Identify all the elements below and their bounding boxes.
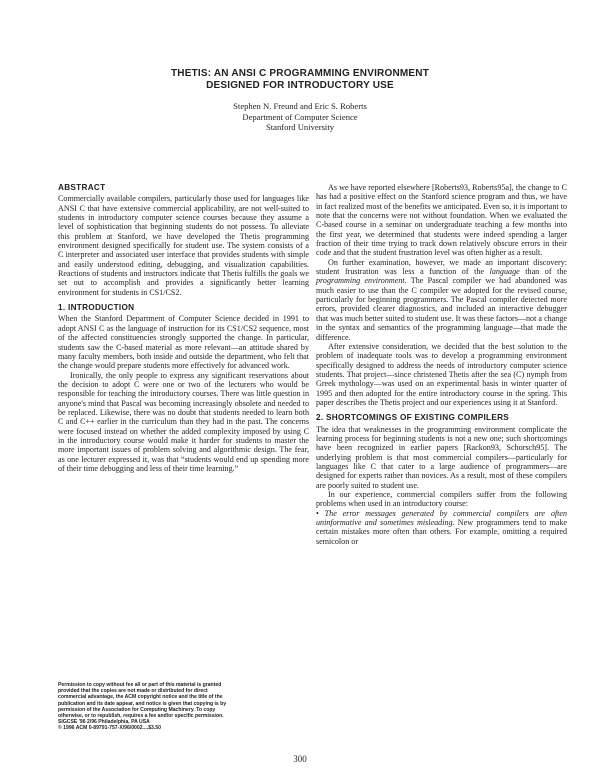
right-column (316, 183, 567, 546)
permission-line-5: permission of the Association for Computing Machinery. To copy (58, 706, 216, 713)
title-line-1: THETIS: AN ANSI C PROGRAMMING ENVIRONMENT (170, 68, 429, 79)
permission-line-6: otherwise, or to republish, requires a fee and/or specific permission. (58, 713, 224, 720)
right-paragraph-2 (316, 258, 567, 342)
permission-line-2: provided that the copies are not made or distributed for direct (58, 688, 208, 695)
abstract-heading: ABSTRACT (58, 183, 106, 192)
abstract-body: Commercially available compilers, particularly those used for languages like ANSI C that have extensive commercial applicability, are not well-suited to students in introductory computer science courses because they assume a level of sophistication that beginning students do not possess. To alleviate this problem at Stanford, we have developed the Thetis programming environment designed specifically for student use. The system consists of a C interpreter and associated user interface that provides students with simple and easily understood editing, debugging, and visualization capabilities. Reactions of students and instructors indicate that Thetis fulfills the goals we set out to accomplish and provides a significantly better learning environment for students in CS1/CS2. (58, 194, 309, 297)
intro-paragraph-1: When the Stanford Department of Computer Science decided in 1991 to adopt ANSI C as the language of instruction for its CS1/CS2 sequence, most of the affected constituencies strongly supported the change. In particular, students saw the C-based material as more relevant—an attitude shared by many faculty members, both inside and outside the department, who felt that the change would prepare students more effectively for advanced work. (58, 314, 309, 371)
section-2-paragraph-1: The idea that weaknesses in the programming environment complicate the learning process for beginning students is not a new one; such shortcomings have been recognized in earlier papers [Rackon93, Schorsch95]. The underlying problem is that most commercial compilers—particularly for languages like C that cater to a large audience of programmers—are designed for experts rather than novices. As a result, most of these compilers are poorly suited to student use. (316, 424, 567, 490)
section-2-heading: 2. SHORTCOMINGS OF EXISTING COMPILERS (316, 413, 510, 423)
permission-line-4: publication and its date appear, and notice is given that copying is by (58, 700, 227, 707)
right-paragraph-1: As we have reported elsewhere [Roberts93, Roberts95a], the change to C has had a positive effect on the Stanford science program and thus, we have in fact realized most of the benefits we anticipated. Even so, it is important to note that the concerns were not without foundation. When we evaluated the C-based course in a seminar on undergraduate teaching a few months into the first year, we determined that students were indeed spending a larger fraction of their time trying to track down relatively obscure errors in their code and that the student frustration level was often higher as a result. (316, 183, 567, 258)
permission-line-7: SIGCSE '96 2/96 Philadelphia, PA USA (58, 719, 150, 726)
author-department: Department of Computer Science (242, 111, 358, 122)
bullet-marker: • (316, 508, 325, 518)
right-paragraph-3: After extensive consideration, we decided that the best solution to the problem of inadequate tools was to develop a programming environment specifically designed to address the needs of introductory computer science students. That project—since christened Thetis after the sea (C) nymph from Greek mythology—was used on an experimental basis in winter quarter of 1995 and then adopted for the entire introductory course in the spring. This paper describes the Thetis project and our experiences using it at Stanford. (316, 341, 567, 407)
paper-title (0, 68, 600, 92)
bullet-emphasis: The error messages generated by commercial compilers are often uninformative and sometimes misleading. (316, 508, 567, 528)
left-column (58, 183, 309, 473)
p2-text-b: than of the (519, 267, 567, 277)
bullet-item (316, 509, 567, 546)
page-number: 300 (293, 754, 307, 764)
author-names: Stephen N. Freund and Eric S. Roberts (233, 101, 367, 111)
intro-paragraph-2: Ironically, the only people to express any significant reservations about the decision to adopt C were one or two of the lecturers who would be responsible for teaching the introductory courses. There was little question in anyone's mind that Pascal was becoming increasingly obsolete and needed to be replaced. Likewise, there was no doubt that students needed to learn both C and C++ earlier in the curriculum than they had in the past. The concerns were focused instead on whether the added complexity imposed by using C in the introductory course would make it harder for students to master the more important issues of problem solving and algorithmic design. The fear, as one lecturer expressed it, was that “students would end up spending more of their time debugging and less of their time learning.” (58, 370, 309, 473)
p2-text-c: . The Pascal compiler we had abandoned was much easier to use than the C compiler we adopted for the revised course, particularly for beginning programmers. The Pascal compiler detected more errors, provided clearer diagnostics, and included an interactive debugger that was much better suited to student use. It was these factors—not a change in the syntax and semantics of the programming language—that made the difference. (316, 276, 567, 342)
permission-notice (58, 682, 298, 732)
permission-line-3: commercial advantage, the ACM copyright notice and the title of the (58, 694, 223, 701)
p2-emphasis-environment: programming environment (316, 276, 405, 286)
introduction-heading: 1. INTRODUCTION (58, 303, 135, 313)
permission-line-1: Permission to copy without fee all or part of this material is granted (58, 682, 222, 688)
author-block (0, 101, 600, 133)
p2-emphasis-language: language (489, 267, 520, 277)
permission-line-8: © 1996 ACM 0-89791-757-X/96/0002....$3.50 (58, 725, 161, 732)
section-2-paragraph-2: In our experience, commercial compilers suffer from the following problems when used in an introductory course: (316, 490, 567, 509)
p2-text-a: On further examination, however, we made an important discovery: student frustration was less a function of the (316, 257, 567, 277)
bullet-text: New programmers tend to make certain mistakes more often than others. For example, omitting a required semicolon or (316, 518, 567, 546)
author-university: Stanford University (265, 122, 335, 132)
title-line-2: DESIGNED FOR INTRODUCTORY USE (206, 80, 394, 91)
